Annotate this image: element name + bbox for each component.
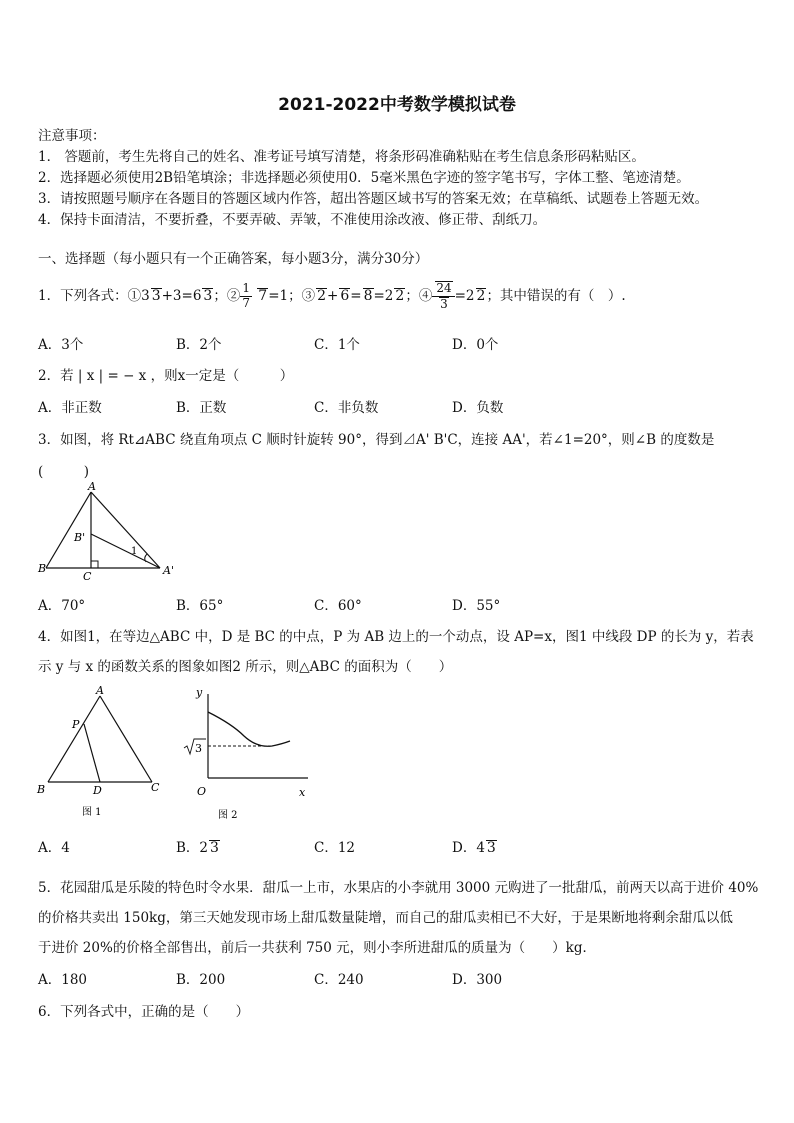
label-b: B <box>38 562 47 575</box>
option-b: B．正数 <box>176 400 227 416</box>
edge-ac <box>100 696 152 782</box>
note-item: 2．选择题必须使用2B铅笔填涂；非选择题必须使用0．5毫米黑色字迹的签字笔书写，字体工整、笔迹清楚。 <box>38 170 690 186</box>
question-5-line2: 的价格共卖出 150kg，第三天她发现市场上甜瓜数量陡增，而自己的甜瓜卖相已不大好，于是果断地将剩余甜瓜以低 <box>38 910 733 926</box>
edge-ab <box>46 492 91 568</box>
question-5-line3: 于进价 20%的价格全部售出，前后一共获利 750 元，则小李所进甜瓜的质量为（ ）kg． <box>38 940 596 956</box>
question-5-line1: 5．花园甜瓜是乐陵的特色时令水果．甜瓜一上市，水果店的小李就用 3000 元购进了一批甜瓜，前两天以高于进价 40% <box>38 880 759 896</box>
option-d: D．0个 <box>452 337 499 353</box>
page-title: 2021-2022中考数学模拟试卷 <box>278 95 516 115</box>
option-c: C．1个 <box>314 337 360 353</box>
q1-item-4: ；④ <box>405 288 433 304</box>
note-item: 3．请按照题号顺序在各题目的答题区域内作答，超出答题区域书写的答案无效；在草稿纸、试题卷上答题无效。 <box>38 191 709 207</box>
option-b: B．2 3 <box>176 840 219 856</box>
label-b-prime: B' <box>74 531 86 544</box>
section-heading: 一、选择题（每小题只有一个正确答案，每小题3分，满分30分） <box>38 251 429 267</box>
q1-item-2: ；② <box>213 288 241 304</box>
radical: 3 <box>486 840 496 856</box>
q1-expr: + <box>327 288 339 304</box>
label-c: C <box>83 570 92 582</box>
option-b: B．2个 <box>176 337 222 353</box>
option-a: A．70° <box>38 598 86 614</box>
option-d: D．4 3 <box>452 840 496 856</box>
label-d: D <box>93 784 102 797</box>
radical: 3 <box>203 288 213 304</box>
triangle-rotation-figure <box>36 482 186 582</box>
answer-paren: ( ) <box>38 464 90 480</box>
option-d: D．55° <box>452 598 501 614</box>
fraction: $\frac{24}{3}$ <box>432 281 454 312</box>
radical: 3 <box>210 840 219 856</box>
edge-b-prime-a-prime <box>91 534 160 568</box>
q1-item-3: =1；③ <box>268 288 316 304</box>
radical: 2 <box>476 288 486 304</box>
edge-aa-prime <box>91 492 160 568</box>
q1-expr: +3=6 <box>161 288 202 304</box>
label-angle-1: 1 <box>131 546 138 557</box>
equilateral-triangle-figure <box>34 684 164 820</box>
label-sqrt3: 3 <box>195 742 202 755</box>
radical: 6 <box>340 288 350 304</box>
option-b: B．65° <box>176 598 224 614</box>
question-6: 6．下列各式中，正确的是（ ） <box>38 1004 250 1020</box>
radical: 2 <box>395 288 405 304</box>
figure-caption: 图 2 <box>218 810 238 821</box>
radical: 3 <box>151 288 161 304</box>
option-d: D．300 <box>452 972 503 988</box>
option-a: A．4 <box>38 840 70 856</box>
q1-expr: = <box>350 288 362 304</box>
question-4-line2: 示 y 与 x 的函数关系的图象如图2 所示，则△ABC 的面积为（ ） <box>38 659 453 675</box>
segment-dp <box>84 724 100 782</box>
label-y: y <box>196 686 203 699</box>
radical: 2 <box>317 288 327 304</box>
q1-expr: =2 <box>454 288 475 304</box>
question-4-line1: 4．如图1，在等边△ABC 中，D 是 BC 的中点，P 为 AB 边上的一个动点，设 AP=x，图1 中线段 DP 的长为 y，若表 <box>38 629 754 645</box>
label-a: A <box>96 684 104 697</box>
q1-tail: ；其中错误的有（ ）. <box>486 288 626 304</box>
label-a: A <box>88 482 96 493</box>
label-c: C <box>151 781 160 794</box>
figure-caption: 图 1 <box>82 807 102 818</box>
right-angle-mark <box>91 561 98 568</box>
radical: 8 <box>363 288 373 304</box>
option-c: C．12 <box>314 840 356 856</box>
fraction: $\frac{1}{7}$ <box>242 281 250 310</box>
option-a: A．180 <box>38 972 88 988</box>
note-item: 4．保持卡面清洁，不要折叠，不要弄破、弄皱，不准使用涂改液、修正带、刮纸刀。 <box>38 212 547 228</box>
radical: 7 <box>258 288 268 304</box>
option-b: B．200 <box>176 972 226 988</box>
note-item: 1． 答题前，考生先将自己的姓名、准考证号填写清楚，将条形码准确粘贴在考生信息条形码粘贴区。 <box>38 149 645 165</box>
question-2: 2．若 | x | = − x ，则x一定是（ ） <box>38 368 294 384</box>
option-c: C．60° <box>314 598 362 614</box>
q1-expr: =2 <box>373 288 394 304</box>
label-a-prime: A' <box>163 564 174 577</box>
question-1 <box>38 278 626 314</box>
label-b: B <box>37 783 46 796</box>
label-origin: O <box>197 785 207 798</box>
q1-item-1: ①3 <box>127 288 150 304</box>
option-c: C．240 <box>314 972 364 988</box>
edge-ab <box>48 696 100 782</box>
q1-lead: 1．下列各式： <box>38 288 128 304</box>
option-a: A．非正数 <box>38 400 102 416</box>
function-graph-figure <box>182 684 314 824</box>
function-curve <box>208 712 290 746</box>
option-c: C．非负数 <box>314 400 379 416</box>
label-x: x <box>299 786 306 799</box>
option-d: D．负数 <box>452 400 504 416</box>
label-p: P <box>72 718 80 731</box>
notes-header: 注意事项： <box>38 128 106 144</box>
question-3: 3．如图，将 Rt⊿ABC 绕直角项点 C 顺时针旋转 90°，得到⊿A' B'C，连接 AA'，若∠1=20°，则∠B 的度数是 <box>38 432 715 448</box>
option-a: A．3个 <box>38 337 84 353</box>
